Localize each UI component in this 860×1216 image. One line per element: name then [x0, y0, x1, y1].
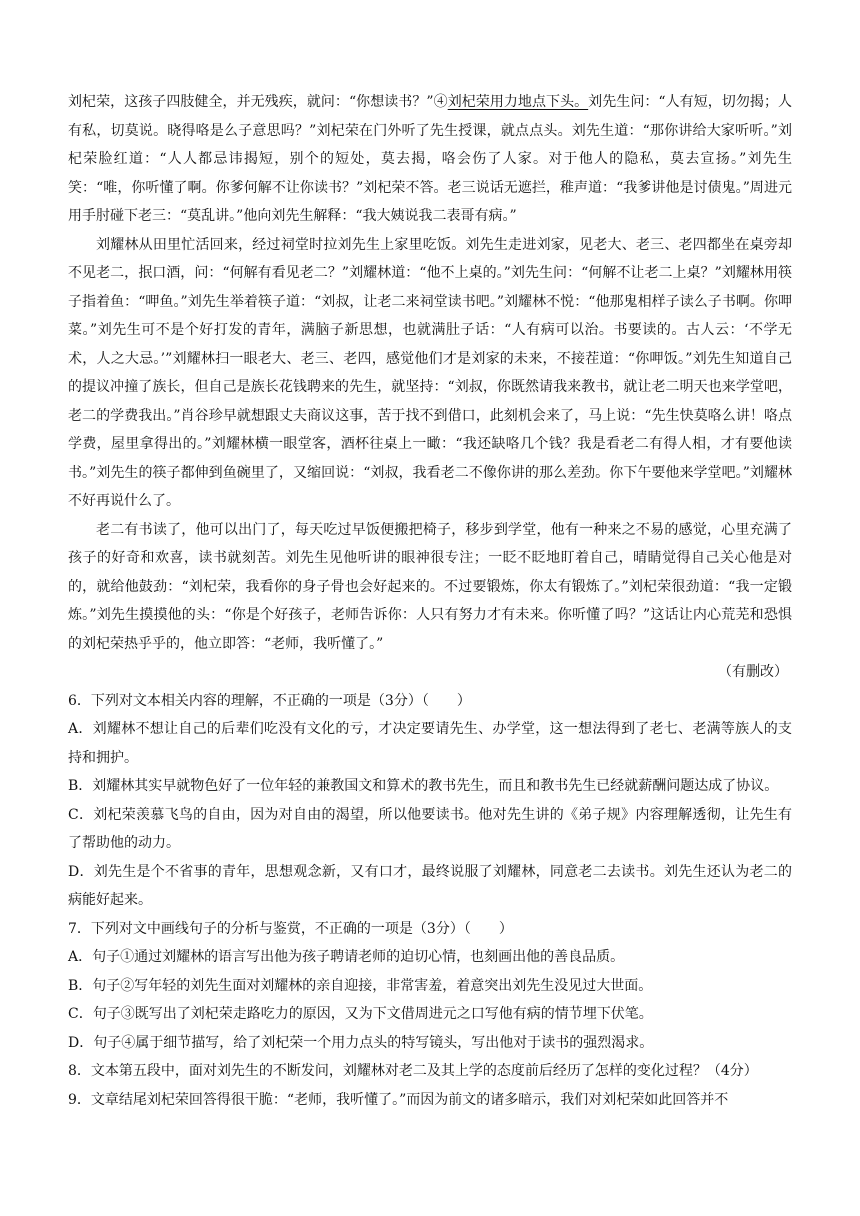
question-6-option-d: D．刘先生是个不省事的青年，思想观念新，又有口才，最终说服了刘耀林，同意老二去读书。刘先生还认为老二的病能好起来。: [68, 863, 792, 908]
question-7: 7．下列对文中画线句子的分析与鉴赏，不正确的一项是（3分）（ ）: [68, 920, 513, 937]
question-6-option-c: C．刘杞荣羡慕飞鸟的自由，因为对自由的渴望，所以他要读书。他对先生讲的《弟子规》内容理解透彻，让先生有了帮助他的动力。: [68, 806, 792, 851]
question-7-option-a: A．句子①通过刘耀林的语言写出他为孩子聘请老师的迫切心情，也刻画出他的善良品质。: [68, 949, 625, 965]
question-7-option-c: C．句子③既写出了刘杞荣走路吃力的原因，又为下文借周进元之口写他有病的情节埋下伏笔。: [68, 1006, 653, 1022]
sentence-marker-4: ④: [433, 94, 448, 110]
underlined-sentence-4: 刘杞荣用力地点下头。: [447, 94, 589, 110]
question-6: 6．下列对文本相关内容的理解，不正确的一项是（3分）（ ）: [68, 692, 471, 709]
question-7-option-b: B．句子②写年轻的刘先生面对刘耀林的亲自迎接，非常害羞，着意突出刘先生没见过大世面。: [68, 977, 653, 994]
edit-note: （有删改）: [718, 664, 788, 680]
question-9: 9．文章结尾刘杞荣回答得很干脆：“老师，我听懂了。”而因为前文的诸多暗示，我们对刘杞荣如此回答并不: [68, 1091, 729, 1108]
question-6-option-b: B．刘耀林其实早就物色好了一位年轻的兼教国文和算术的教书先生，而且和教书先生已经就薪酬问题达成了协议。: [68, 778, 779, 794]
article-paragraph-2: 刘耀林从田里忙活回来，经过祠堂时拉刘先生上家里吃饭。刘先生走进刘家，见老大、老三、老四都坐在桌旁却不见老二，抿口酒，问：“何解有看见老二？”刘耀林道：“他不上桌的。”刘先生问：“何解不让老二上桌？”刘耀林用筷子指着鱼：“呷鱼。”刘先生举着筷子道：“刘叔，让老二来祠堂读书吧。”刘耀林不悦：“他那鬼相样子读么子书啊。你呷菜。”刘先生可不是个好打发的青年，满脑子新思想，也就满肚子话：“人有病可以治。书要读的。古人云：‘不学无术，人之大忌。’”刘耀林扫一眼老大、老三、老四，感觉他们才是刘家的未来，不接茬道：“你呷饭。”刘先生知道自己的提议冲撞了族长，但自己是族长花钱聘来的先生，就坚持：“刘叔，你既然请我来教书，就让老二明天也来学堂吧，老二的学费我出。”肖谷珍早就想跟丈夫商议这事，苦于找不到借口，此刻机会来了，马上说：“先生快莫咯么讲！咯点学费，屋里拿得出的。”刘耀林横一眼堂客，酒杯往桌上一瞰：“我还缺咯几个钱？我是看老二有得人相，才有要他读书。”刘先生的筷子都伸到鱼碗里了，又缩回说：“刘叔，我看老二不像你讲的那么差劲。你下午要他来学堂吧。”刘耀林不好再说什么了。: [68, 236, 792, 509]
paragraph-1-end: 刘先生问：“人有短，切勿揭；人有私，切莫说。晓得咯是么子意思吗？”刘杞荣在门外听了先生授课，就点点头。刘先生道：“那你讲给大家听听。”刘杞荣脸红道：“人人都忌讳揭短，别个的短处，莫去揭，咯会伤了人家。对于他人的隐私，莫去宣扬。”刘先生笑：“唯，你听懂了啊。你爹何解不让你读书？”刘杞荣不答。老三说话无遮拦，稚声道：“我爹讲他是讨债鬼。”周进元用手肘碰下老三：“莫乱讲。”他向刘先生解释：“我大姨说我二表哥有病。”: [68, 94, 793, 224]
question-6-option-a: A．刘耀林不想让自己的后辈们吃没有文化的亏，才决定要请先生、办学堂，这一想法得到了老七、老满等族人的支持和拥护。: [68, 721, 792, 766]
paragraph-1-start: 刘杞荣，这孩子四肢健全，并无残疾，就问：“你想读书？”: [68, 94, 434, 110]
article-paragraph-1: [68, 88, 792, 231]
article-paragraph-3: 老二有书读了，他可以出门了，每天吃过早饭便搬把椅子，移步到学堂，他有一种来之不易的感觉，心里充满了孩子的好奇和欢喜，读书就刻苦。刘先生见他听讲的眼神很专注；一眨不眨地盯着自己，晴睛觉得自己关心他是对的，就给他鼓劲：“刘杞荣，我看你的身子骨也会好起来的。不过要锻炼，你太有锻炼了。”刘杞荣很劲道：“我一定锻炼。”刘先生摸摸他的头：“你是个好孩子，老师告诉你：人只有努力才有未来。你听懂了吗？”这话让内心荒芜和恐惧的刘杞荣热乎乎的，他立即答：“老师，我听懂了。”: [68, 521, 792, 652]
question-7-option-d: D．句子④属于细节描写，给了刘杞荣一个用力点头的特写镜头，写出他对于读书的强烈渴求。: [68, 1034, 654, 1051]
question-8: 8．文本第五段中，面对刘先生的不断发问，刘耀林对老二及其上学的态度前后经历了怎样的变化过程？（4分）: [68, 1063, 758, 1079]
